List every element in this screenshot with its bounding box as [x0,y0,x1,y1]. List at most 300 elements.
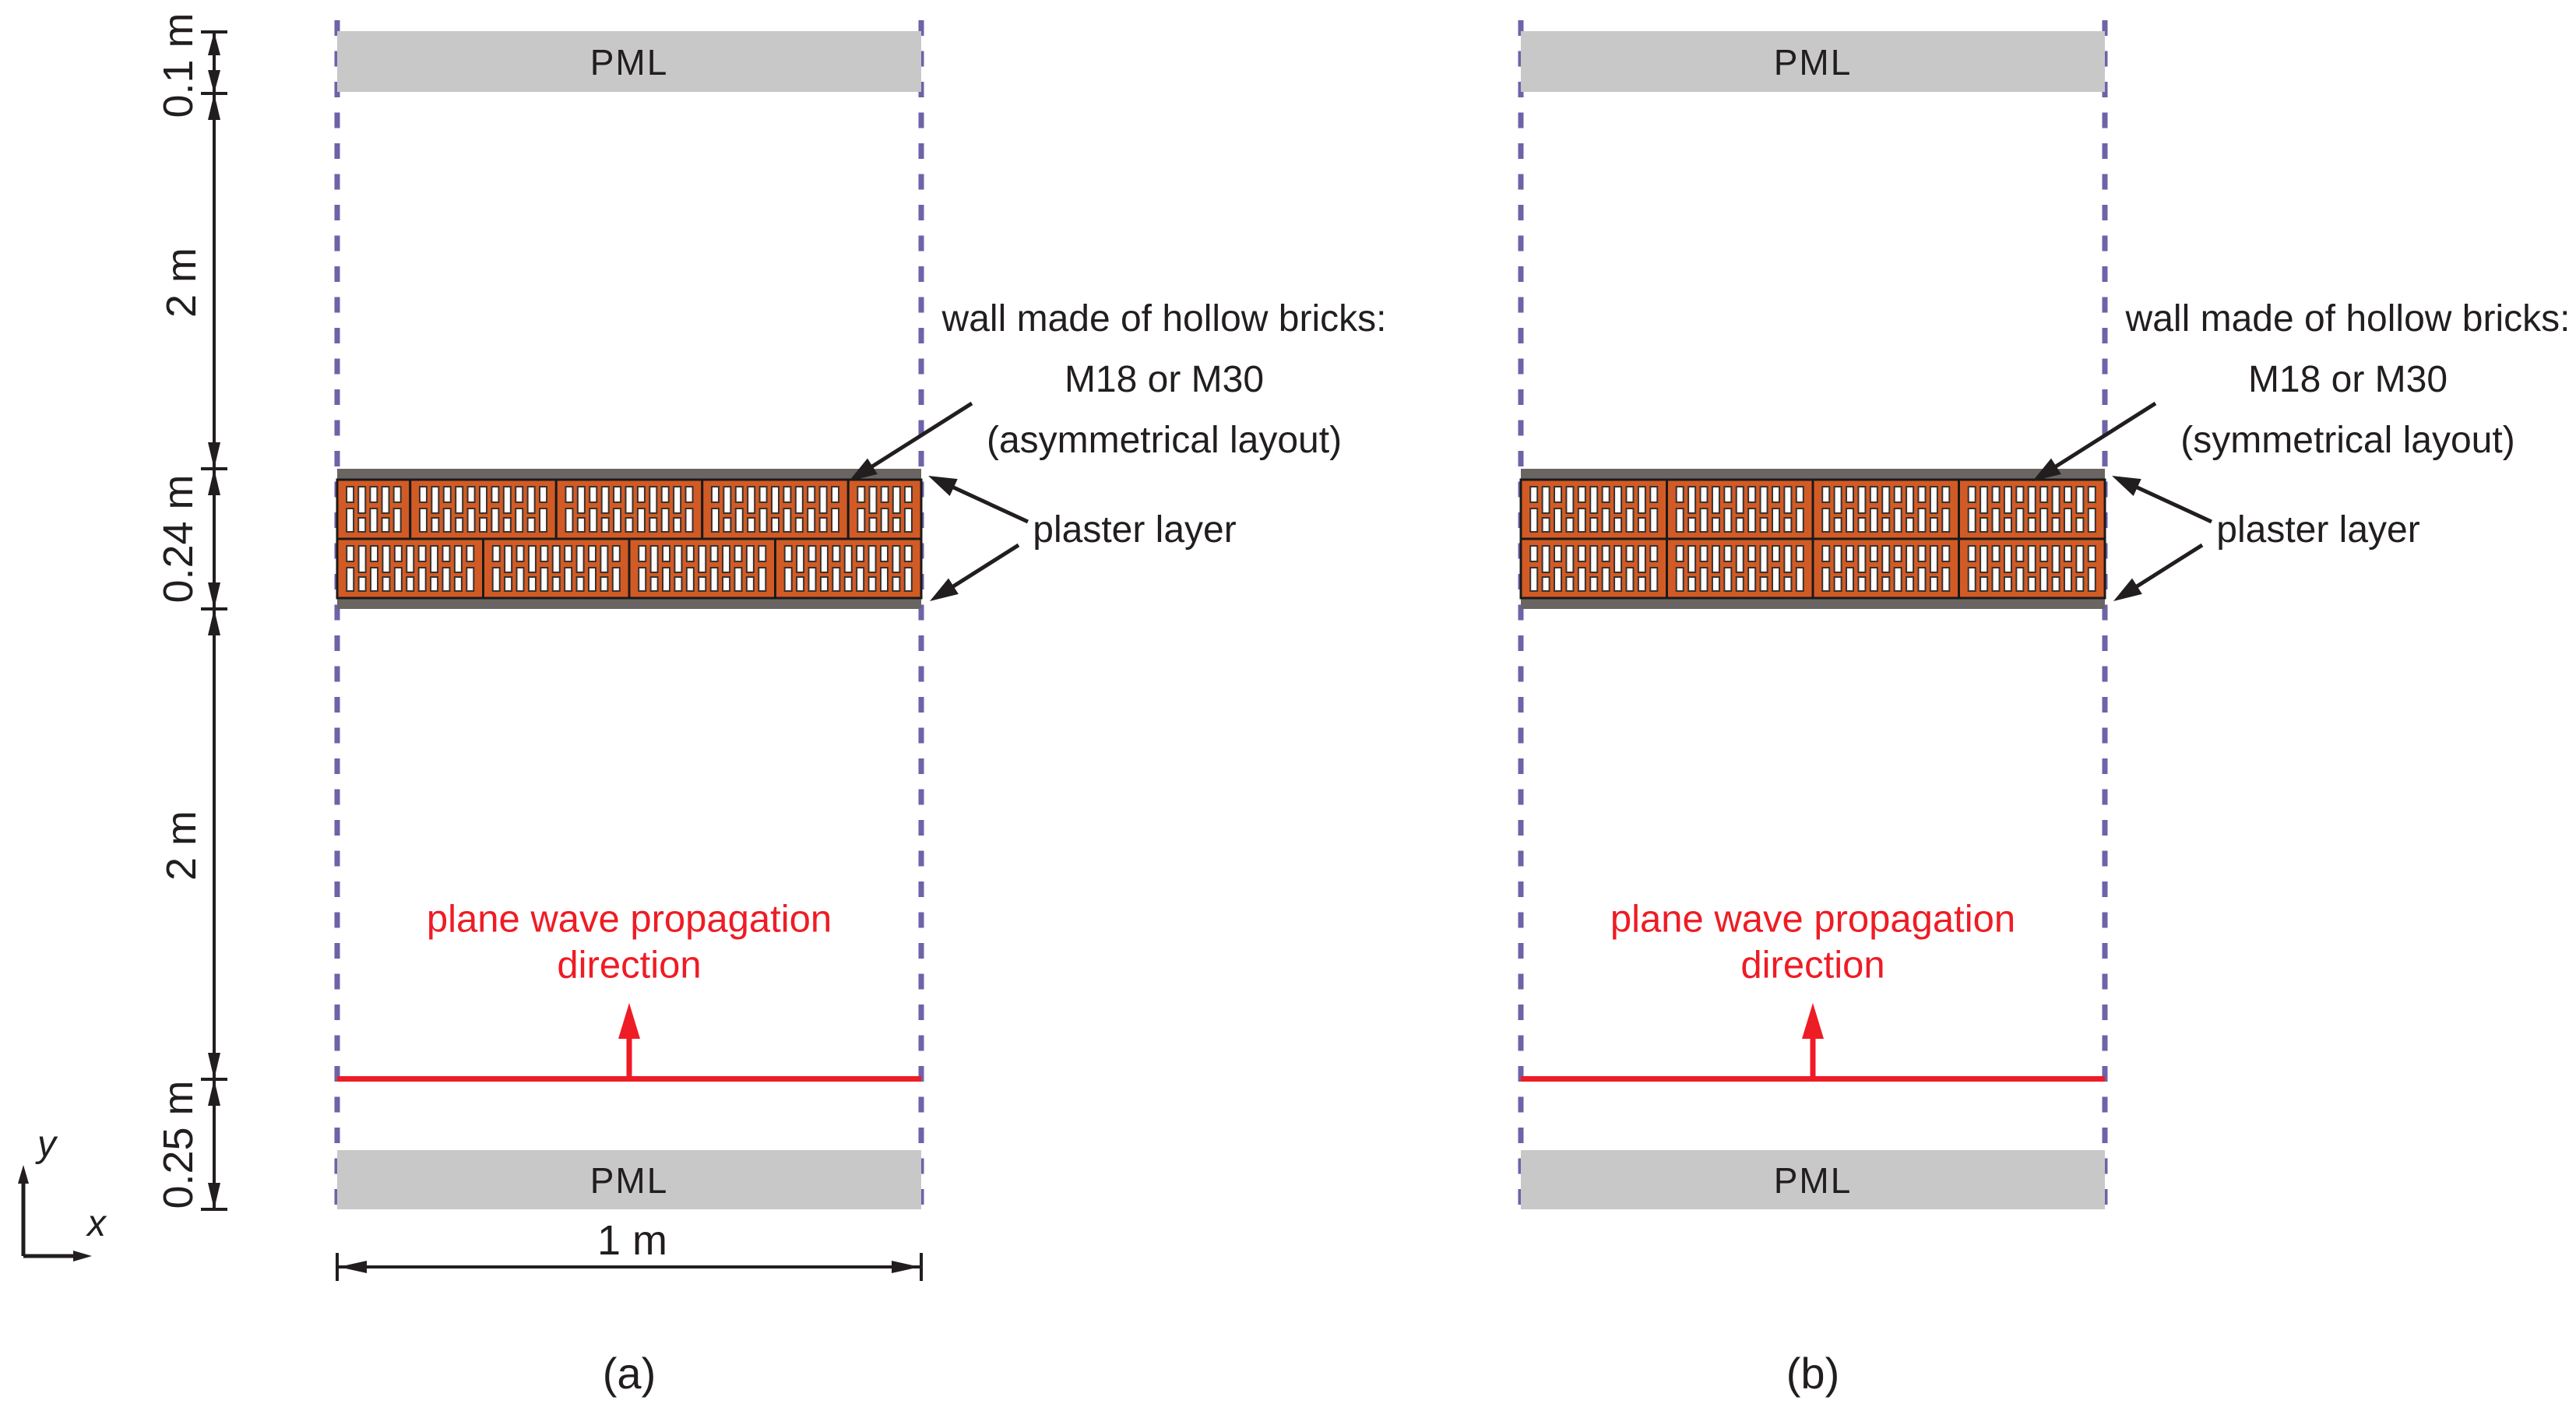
brick-hole [1626,508,1633,532]
dimension-arrow-up [208,93,220,120]
plaster-layer-top [337,469,921,480]
brick-hole [540,508,547,532]
plaster-leader-arrow-top-shaft [944,483,1028,522]
brick-hole [1942,546,1949,561]
brick-hole [1870,546,1877,561]
brick-hole [1870,508,1877,532]
brick-hole [1724,546,1731,561]
brick-hole [1701,487,1708,502]
brick-hole [2076,577,2083,591]
brick-hole [2040,508,2047,532]
brick-hole [370,487,377,502]
brick-hole [2040,568,2047,591]
brick-hole [1566,518,1573,532]
brick-hole [1870,487,1877,502]
brick-hole [1578,487,1585,502]
brick-hole [528,518,535,532]
dimension-label-pml-top-thickness: 0.1 m [155,12,202,118]
brick-hole [1603,568,1610,591]
brick-hole [1554,508,1561,532]
brick-hole [723,546,730,572]
brick-hole [2004,518,2011,532]
brick-hole [1712,577,1719,591]
brick-hole [1918,487,1925,502]
brick-hole [1895,546,1902,561]
brick-hole [881,546,888,561]
brick-hole [1761,487,1768,513]
brick-hole [517,546,524,561]
brick-hole [529,577,536,591]
brick-hole [674,487,681,513]
brick-hole [553,577,560,591]
brick-hole [493,568,500,591]
brick-hole [505,546,512,572]
brick-hole [1930,577,1937,591]
brick-hole [2053,487,2060,513]
brick-hole [1737,487,1744,513]
brick-hole [1930,546,1937,572]
brick-hole [1761,518,1768,532]
brick-hole [905,546,912,561]
dimension-label-domain-width: 1 m [596,1217,668,1264]
brick-hole [1835,487,1842,513]
brick-hole [1846,546,1853,561]
brick-hole [747,577,754,591]
brick-hole [686,487,693,502]
brick-hole [783,487,790,502]
brick-hole [1677,546,1684,561]
brick-hole [1772,487,1779,502]
brick-hole [1930,518,1937,532]
dimension-label-air-below-wall: 2 m [158,810,205,881]
brick-hole [2029,577,2036,591]
brick-hole [1590,518,1597,532]
wall-note-line1: wall made of hollow bricks: [941,298,1387,340]
brick-hole [1761,546,1768,572]
brick-hole [626,518,633,532]
brick-hole [1980,487,1987,513]
brick-hole [347,546,354,561]
brick-hole [663,568,670,591]
brick-hole [1650,568,1657,591]
pml-label-top: PML [1773,42,1853,83]
brick-hole [882,508,889,532]
brick-hole [1906,487,1913,513]
brick-hole [2089,487,2096,502]
brick-hole [358,518,365,532]
propagation-arrow-head [618,1003,640,1039]
brick-hole [785,568,792,591]
brick-hole [1543,546,1550,572]
brick-hole [358,487,365,513]
brick-hole [1614,487,1621,513]
brick-hole [382,577,389,591]
brick-hole [2089,508,2096,532]
brick-hole [382,518,389,532]
pml-label-bottom: PML [1773,1160,1853,1201]
brick-hole [1906,518,1913,532]
brick-hole [2040,546,2047,561]
brick-hole [1969,487,1976,502]
brick-hole [540,568,547,591]
brick-hole [455,577,462,591]
brick-hole [1650,508,1657,532]
brick-hole [1993,546,2000,561]
brick-hole [1797,546,1804,561]
brick-hole [1993,508,2000,532]
brick-hole [2004,487,2011,513]
wall-leader-arrow-shaft [863,403,972,472]
brick-hole [1530,487,1537,502]
brick-hole [1895,487,1902,502]
brick-hole [456,518,463,532]
plaster-label: plaster layer [2216,509,2420,551]
brick-hole [832,508,839,532]
brick-hole [711,568,718,591]
width-dimension-arrow-right [892,1261,920,1273]
brick-hole [480,518,487,532]
brick-hole [1724,508,1731,532]
brick-hole [686,508,693,532]
brick-hole [2064,546,2071,561]
dimension-arrow-down [208,1053,220,1079]
brick-hole [892,546,899,572]
brick-hole [821,546,828,572]
brick-hole [1858,546,1865,572]
brick-hole [2029,518,2036,532]
brick-hole [600,546,607,572]
brick-hole [1784,577,1791,591]
brick-hole [442,546,449,561]
dimension-arrow-up [208,469,220,495]
brick-hole [1772,546,1779,561]
brick-hole [371,546,378,561]
brick-hole [809,546,816,561]
brick-hole [1677,508,1684,532]
dimension-arrow-down [208,442,220,469]
brick-hole [723,518,730,532]
brick-hole [1566,487,1573,513]
brick-hole [2004,577,2011,591]
brick-hole [578,487,585,513]
brick-hole [468,508,475,532]
brick-hole [540,487,547,502]
brick-hole [1784,546,1791,572]
propagation-arrow-shaft [627,1037,632,1078]
brick-hole [869,518,876,532]
plaster-leader-arrow-top-head [2112,476,2141,496]
brick-hole [699,577,706,591]
pml-label-bottom: PML [589,1160,669,1201]
brick-hole [1701,508,1708,532]
brick-hole [347,568,354,591]
brick-hole [1846,508,1853,532]
brick-hole [466,546,473,561]
brick-hole [347,508,354,532]
brick-hole [1835,518,1842,532]
brick-hole [444,487,451,502]
brick-hole [869,487,876,513]
brick-hole [1918,568,1925,591]
brick-hole [845,577,852,591]
wall-note-line3: (asymmetrical layout) [986,420,1343,461]
plane-wave-label-line2: direction [557,944,702,987]
brick-hole [565,508,572,532]
brick-hole [394,487,401,502]
brick-hole [869,546,876,572]
plaster-layer-top [1521,469,2105,480]
brick-hole [649,518,656,532]
brick-hole [821,577,828,591]
brick-hole [662,487,669,502]
brick-hole [419,568,426,591]
dimension-arrow-down [208,70,220,93]
plaster-leader-arrow-bottom-head [2113,579,2142,601]
brick-hole [395,568,402,591]
brick-hole [455,546,462,572]
brick-hole [1650,546,1657,561]
wall-note-line1: wall made of hollow bricks: [2125,298,2571,340]
brick-hole [1993,568,2000,591]
brick-hole [529,546,536,572]
brick-hole [820,487,827,513]
brick-hole [1761,577,1768,591]
brick-hole [711,546,718,561]
brick-hole [674,577,681,591]
brick-hole [1590,577,1597,591]
brick-hole [809,568,816,591]
brick-hole [1701,568,1708,591]
brick-hole [712,508,719,532]
axis-label-x: x [87,1203,106,1244]
brick-hole [1712,487,1719,513]
brick-hole [2064,487,2071,502]
brick-hole [602,518,609,532]
brick-hole [382,546,389,572]
brick-hole [1712,546,1719,572]
brick-hole [528,487,535,513]
brick-hole [638,508,645,532]
brick-hole [651,577,658,591]
brick-hole [1942,508,1949,532]
brick-hole [359,546,366,572]
brick-hole [1638,487,1645,513]
plaster-leader-arrow-bottom-shaft [2127,545,2202,592]
plaster-layer-bottom [337,598,921,609]
brick-hole [1638,546,1645,572]
brick-hole [796,518,803,532]
brick-hole [2053,577,2060,591]
wall-note-line2: M18 or M30 [1064,359,1265,400]
brick-hole [1993,487,2000,502]
brick-hole [1980,518,1987,532]
plaster-layer-bottom [1521,598,2105,609]
brick-hole [832,568,839,591]
plaster-leader-arrow-top-shaft [2127,483,2212,522]
brick-hole [1590,546,1597,572]
brick-hole [1918,508,1925,532]
pml-label-top: PML [589,42,669,83]
brick-hole [1906,546,1913,572]
brick-hole [2076,487,2083,513]
brick-hole [674,546,681,572]
brick-hole [797,546,804,572]
brick-hole [359,577,366,591]
brick-hole [1724,568,1731,591]
brick-hole [1835,546,1842,572]
brick-hole [1554,546,1561,561]
plane-wave-label-line1: plane wave propagation [1610,898,2016,941]
brick-hole [1858,487,1865,513]
brick-hole [734,546,741,561]
brick-hole [1614,518,1621,532]
brick-hole [565,568,572,591]
brick-hole [1543,487,1550,513]
brick-hole [1882,518,1889,532]
brick-hole [406,577,413,591]
brick-hole [723,487,730,513]
brick-hole [1688,487,1695,513]
dimension-label-source-gap: 0.25 m [155,1080,202,1209]
brick-hole [772,487,779,513]
brick-hole [420,508,427,532]
brick-hole [578,518,585,532]
brick-hole [1906,577,1913,591]
brick-hole [589,487,596,502]
brick-hole [2016,546,2023,561]
plane-wave-label-line1: plane wave propagation [426,898,832,941]
brick-hole [1858,518,1865,532]
brick-hole [1530,568,1537,591]
plane-wave-label-line2: direction [1740,944,1885,987]
brick-hole [565,546,572,561]
brick-hole [1882,546,1889,572]
brick-hole [1626,546,1633,561]
brick-hole [466,568,473,591]
dimension-arrow-up [208,1079,220,1106]
brick-hole [493,546,500,561]
brick-hole [1603,487,1610,502]
brick-hole [1772,508,1779,532]
brick-hole [820,518,827,532]
brick-hole [406,546,413,572]
brick-hole [1614,546,1621,572]
brick-hole [504,518,511,532]
brick-hole [1870,568,1877,591]
brick-hole [893,487,900,513]
brick-hole [2064,568,2071,591]
brick-hole [2053,518,2060,532]
brick-hole [1724,487,1731,502]
brick-hole [1822,546,1829,561]
brick-hole [395,546,402,561]
brick-hole [747,546,754,572]
brick-hole [1858,577,1865,591]
brick-hole [468,487,475,502]
brick-hole [845,546,852,572]
brick-hole [1822,568,1829,591]
brick-hole [2029,487,2036,513]
brick-hole [832,487,839,502]
brick-hole [1930,487,1937,513]
brick-hole [1784,518,1791,532]
brick-hole [2040,487,2047,502]
brick-hole [1688,577,1695,591]
brick-hole [736,508,743,532]
panel-caption: (a) [602,1349,656,1398]
brick-hole [1712,518,1719,532]
width-dimension-arrow-left [339,1261,367,1273]
brick-hole [589,568,596,591]
brick-hole [540,546,547,561]
brick-hole [2064,508,2071,532]
dimension-arrow-down [208,1183,220,1209]
brick-hole [2089,546,2096,561]
brick-hole [712,487,719,502]
brick-hole [589,508,596,532]
plaster-leader-arrow-bottom-head [930,579,959,601]
brick-hole [649,487,656,513]
dimension-label-wall-thickness: 0.24 m [155,474,202,603]
brick-hole [2089,568,2096,591]
brick-hole [600,577,607,591]
brick-hole [577,577,584,591]
x-axis-arrow-head [73,1251,92,1261]
brick-hole [577,546,584,572]
brick-hole [1969,546,1976,561]
brick-hole [1566,546,1573,572]
brick-hole [382,487,389,513]
brick-hole [2016,487,2023,502]
brick-hole [1543,518,1550,532]
brick-hole [797,577,804,591]
brick-hole [857,487,864,502]
brick-hole [456,487,463,513]
brick-hole [1846,487,1853,502]
brick-hole [651,546,658,572]
brick-hole [1895,568,1902,591]
plaster-label: plaster layer [1033,509,1237,551]
brick-hole [1918,546,1925,561]
brick-hole [1822,508,1829,532]
brick-hole [1578,568,1585,591]
brick-hole [758,546,765,561]
brick-hole [589,546,596,561]
y-axis-arrow-head [18,1165,29,1184]
brick-hole [1688,546,1695,572]
brick-hole [1554,487,1561,502]
brick-hole [808,508,815,532]
brick-hole [1626,568,1633,591]
brick-hole [1784,487,1791,513]
brick-hole [723,577,730,591]
brick-hole [2016,508,2023,532]
panel-caption: (b) [1786,1349,1840,1398]
dimension-arrow-up [208,609,220,635]
brick-hole [760,508,767,532]
brick-hole [505,577,512,591]
brick-hole [1846,568,1853,591]
brick-hole [2016,568,2023,591]
brick-hole [419,546,426,561]
brick-hole [1530,546,1537,561]
brick-hole [905,508,912,532]
brick-hole [371,568,378,591]
brick-hole [905,568,912,591]
brick-hole [674,518,681,532]
wall-note-line2: M18 or M30 [2247,359,2448,400]
brick-hole [1530,508,1537,532]
